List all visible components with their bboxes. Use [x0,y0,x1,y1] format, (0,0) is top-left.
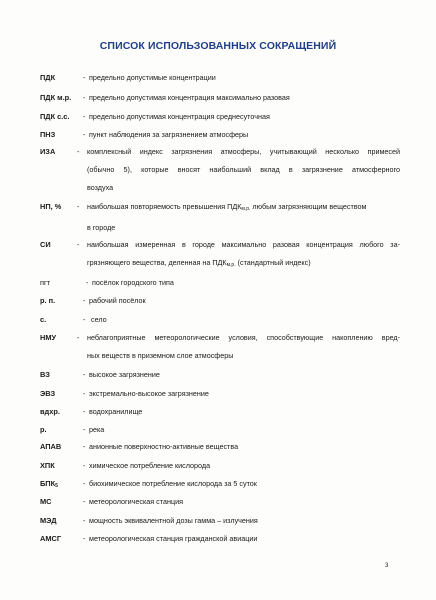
page-title: СПИСОК ИСПОЛЬЗОВАННЫХ СОКРАЩЕНИЙ [99,40,337,52]
abbr-term: р. [40,425,47,434]
abbr-term: ИЗА [40,147,56,156]
dash: - [83,112,86,121]
abbr-definition: анионные поверхностно-активные вещества [89,442,239,451]
dash: - [83,461,86,470]
dash: - [83,296,86,305]
abbr-term: ПДК [40,73,56,82]
dash: - [83,425,86,434]
dash: - [83,407,86,416]
abbr-term: ВЗ [40,370,50,379]
abbr-definition: неблагоприятные метеорологические условия, способствующие накоплению вред- ных веществ в приземном слое атмосферы [87,333,400,360]
dash: - [83,389,86,398]
abbr-definition: наибольшая повторяемость превышения $ПДК_{м.р.}$ любым загрязняющим веществом в городе [87,202,367,232]
abbr-term: СИ [40,240,51,249]
abbr-definition: высокое загрязнение [89,370,160,379]
abbr-term: НМУ [40,333,57,342]
dash: - [83,73,86,82]
abbr-definition: мощность эквивалентной дозы гамма – излучения [89,516,258,525]
abbr-definition: химическое потребление кислорода [89,461,211,470]
abbr-term: ПДК с.с. [40,112,70,121]
dash: - [86,278,89,287]
abbr-term: вдхр. [40,407,60,416]
abbr-definition: посёлок городского типа [92,278,174,287]
abbr-term: ЭВЗ [40,389,56,398]
abbr-definition: рабочий посёлок [89,296,146,305]
abbr-term: МС [40,497,52,506]
dash: - [83,479,86,488]
abbr-definition: наибольшая измеренная в городе максимально разовая концентрация любого за- грязняющего вещества, деленная на $ПДК_{м.р.}$ (стандартный индекс) [87,240,400,268]
abbr-term: ХПК [40,461,55,470]
dash: - [83,516,86,525]
abbr-term: ПНЗ [40,130,56,139]
abbr-definition: предельно допустимые концентрации [89,73,216,82]
abbr-definition: экстремально-высокое загрязнение [89,389,209,398]
abbr-term: АМСГ [40,534,62,543]
abbr-term: пгт [40,278,51,287]
abbr-term: АПАВ [40,442,62,451]
abbr-definition: предельно допустимая концентрация среднесуточная [89,112,270,121]
page-number: 3 [385,563,389,569]
dash: - [77,202,80,211]
dash: - [83,93,86,102]
dash: - [83,130,86,139]
dash: - [83,370,86,379]
abbr-definition: село [91,315,107,324]
abbr-term: МЭД [40,516,57,525]
abbr-term: ПДК м.р. [40,93,72,102]
abbr-term: р. п. [40,296,56,305]
abbr-definition: биохимическое потребление кислорода за 5 суток [89,479,257,488]
dash: - [77,333,80,342]
abbr-definition: река [89,425,105,434]
abbr-definition: комплексный индекс загрязнения атмосферы, учитывающий несколько примесей (обычно 5), которые вносят наибольший вклад в загрязнение атмосферного воздуха [87,147,400,192]
dash: - [77,147,80,156]
abbr-definition: метеорологическая станция гражданской авиации [89,534,258,543]
abbr-definition: водохранилище [89,407,143,416]
abbr-term: НП, % [40,202,62,211]
abbr-definition: метеорологическая станция [89,497,183,506]
abbr-term: с. [40,315,47,324]
dash: - [83,497,86,506]
abbr-term: $БПК_5$ [40,479,58,489]
dash: - [83,534,86,543]
abbr-definition: предельно допустимая концентрация максимально разовая [89,93,290,102]
abbr-definition: пункт наблюдения за загрязнением атмосферы [89,130,249,139]
dash: - [83,442,86,451]
dash: - [83,315,86,324]
dash: - [77,240,80,249]
